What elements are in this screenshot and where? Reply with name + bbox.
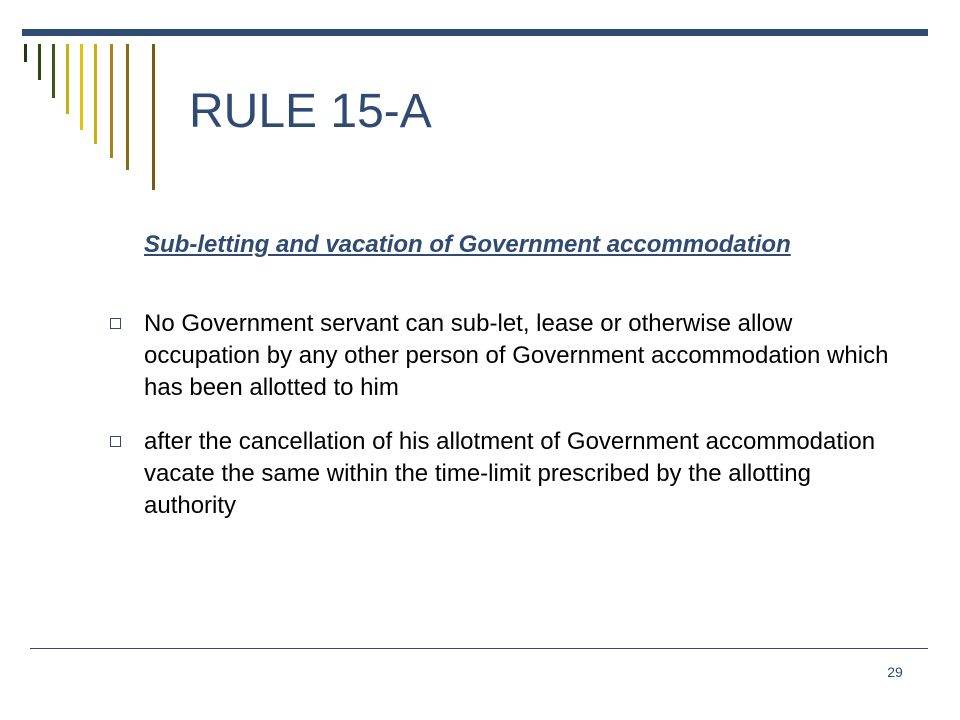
bottom-rule [30,648,928,649]
decorative-bar [66,44,69,114]
bullet-text: after the cancellation of his allotment of Government accommodation vacate the same within the time-limit prescribed by the allotting authority [144,428,876,519]
bullet-item [108,308,908,404]
decorative-bar [110,44,113,158]
decorative-bar [24,44,27,62]
square-bullet-icon [110,436,121,447]
decorative-bar [126,44,129,170]
decorative-bar [52,44,55,98]
decorative-bar [152,44,155,190]
square-bullet-icon [110,318,121,329]
decorative-bar [80,44,83,130]
decorative-bars [0,0,170,200]
page-number: 29 [887,664,903,680]
bullet-list [108,308,908,522]
slide-title: RULE 15-A [189,85,432,138]
bullet-item [108,426,908,522]
decorative-bar [38,44,41,80]
bullet-text: No Government servant can sub-let, lease or otherwise allow occupation by any other person of Government accommodation which has been allotted to him [144,310,889,401]
decorative-bar [94,44,97,144]
slide-subtitle: Sub-letting and vacation of Government accommodation [144,231,791,258]
